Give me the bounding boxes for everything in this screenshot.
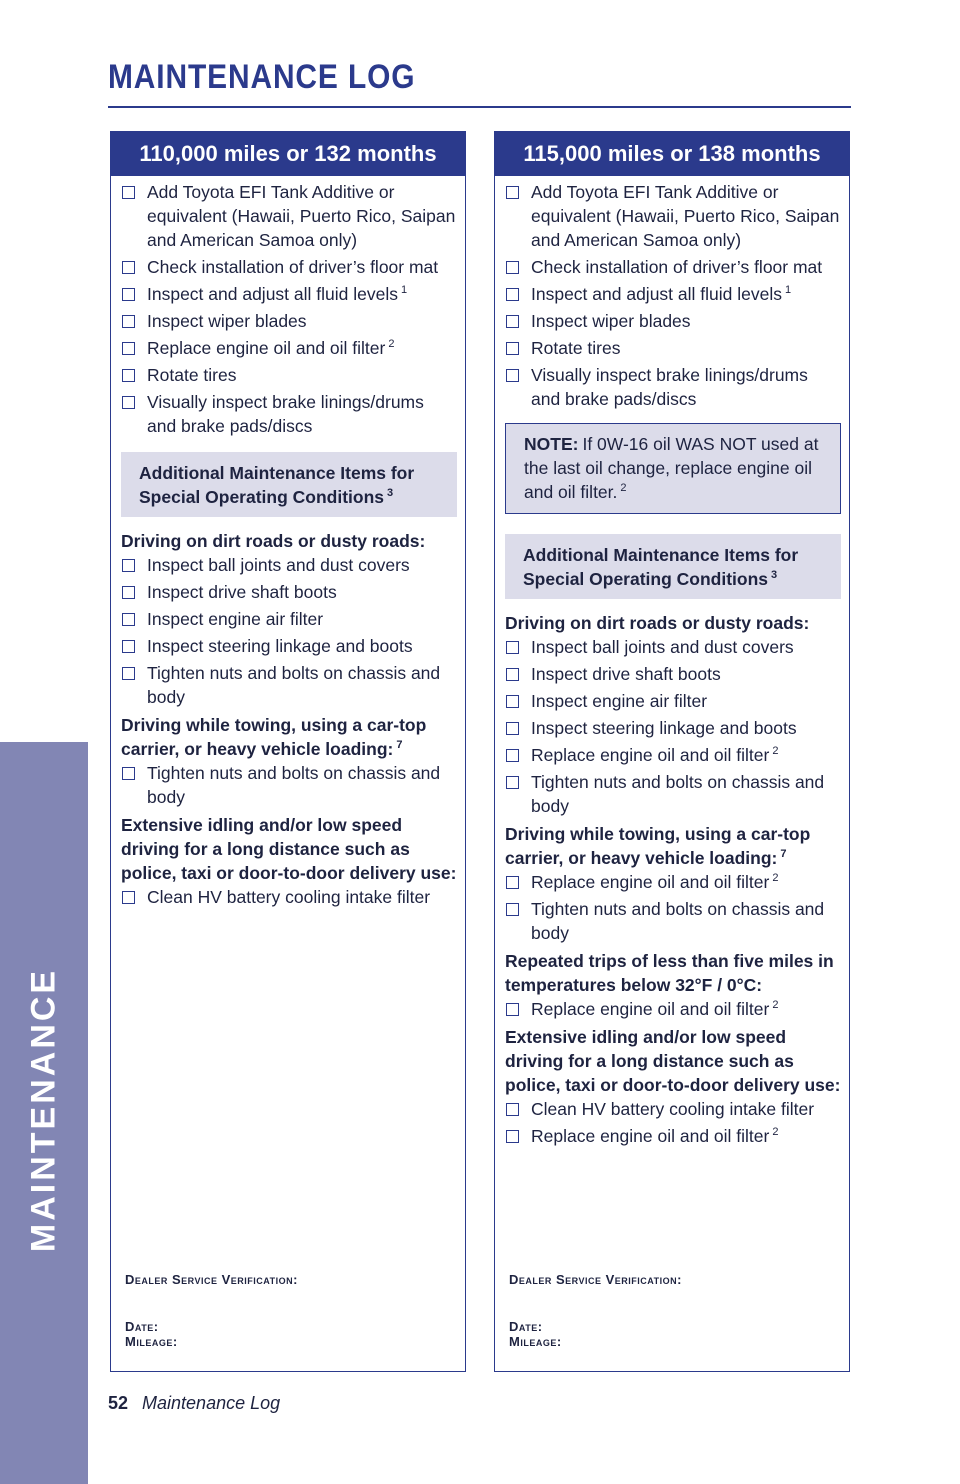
checklist-item bbox=[505, 282, 841, 306]
condition-heading-text: Driving while towing, using a car-top carrier, or heavy vehicle loading: bbox=[505, 824, 811, 868]
checklist-item-text bbox=[531, 635, 841, 659]
checklist-item-label: Replace engine oil and oil filter bbox=[147, 338, 386, 358]
checklist-item-label: Tighten nuts and bolts on chassis and body bbox=[531, 899, 825, 943]
checklist-item-text bbox=[531, 997, 841, 1021]
mileage-label: Mileage: bbox=[509, 1334, 562, 1349]
checklist-item bbox=[121, 363, 457, 387]
checklist-item-text bbox=[147, 282, 457, 306]
checklist-item bbox=[505, 635, 841, 659]
condition-heading bbox=[505, 1025, 841, 1097]
checklist-item-label: Add Toyota EFI Tank Additive or equivalent (Hawaii, Puerto Rico, Saipan and American Samoa only) bbox=[531, 182, 840, 250]
page-number: 52 bbox=[108, 1393, 129, 1413]
checkbox[interactable] bbox=[506, 695, 519, 708]
checklist-item bbox=[121, 661, 457, 709]
checkbox[interactable] bbox=[506, 1103, 519, 1116]
checklist-item-text bbox=[531, 716, 841, 740]
checklist-item-text bbox=[531, 1097, 841, 1121]
condition-heading bbox=[121, 713, 457, 761]
checklist-item-label: Inspect steering linkage and boots bbox=[147, 636, 413, 656]
condition-heading bbox=[121, 529, 457, 553]
checklist-item-label: Inspect drive shaft boots bbox=[147, 582, 337, 602]
date-label: Date: bbox=[125, 1319, 159, 1334]
checkbox[interactable] bbox=[122, 613, 135, 626]
dealer-verification-label: Dealer Service Verification: bbox=[125, 1272, 298, 1287]
checklist-item bbox=[505, 1124, 841, 1148]
title-divider bbox=[108, 106, 851, 108]
condition-heading-text: Driving while towing, using a car-top carrier, or heavy vehicle loading: bbox=[121, 715, 427, 759]
checkbox[interactable] bbox=[122, 767, 135, 780]
checkbox[interactable] bbox=[506, 1130, 519, 1143]
dealer-verification bbox=[509, 1272, 682, 1349]
footnote-ref: 1 bbox=[784, 284, 792, 297]
checklist-item-text bbox=[147, 885, 457, 909]
checklist-item bbox=[121, 255, 457, 279]
footnote-ref: 7 bbox=[780, 848, 787, 861]
condition-heading-text: Driving on dirt roads or dusty roads: bbox=[121, 531, 426, 551]
checklist-item bbox=[505, 180, 841, 252]
checklist-item bbox=[121, 761, 457, 809]
checkbox[interactable] bbox=[506, 903, 519, 916]
checkbox[interactable] bbox=[122, 186, 135, 199]
checklist-item-text bbox=[147, 336, 457, 360]
condition-group bbox=[121, 529, 457, 709]
checkbox[interactable] bbox=[506, 342, 519, 355]
checklist-item-label: Inspect drive shaft boots bbox=[531, 664, 721, 684]
checklist-item bbox=[505, 1097, 841, 1121]
checklist-item bbox=[505, 255, 841, 279]
checklist-item-label: Replace engine oil and oil filter bbox=[531, 999, 770, 1019]
interval-body bbox=[495, 176, 849, 1148]
interval-body bbox=[111, 176, 465, 909]
condition-heading bbox=[505, 822, 841, 870]
footnote-ref: 2 bbox=[772, 872, 779, 885]
checklist-item bbox=[505, 770, 841, 818]
checklist-item-label: Replace engine oil and oil filter bbox=[531, 872, 770, 892]
checklist-item-label: Rotate tires bbox=[531, 338, 621, 358]
special-conditions-box bbox=[505, 534, 841, 599]
checklist-item-label: Visually inspect brake linings/drums and brake pads/discs bbox=[147, 392, 424, 436]
checklist-item-text bbox=[147, 634, 457, 658]
checklist-item-label: Replace engine oil and oil filter bbox=[531, 1126, 770, 1146]
checklist-item bbox=[505, 897, 841, 945]
checklist-item-text bbox=[147, 390, 457, 438]
checklist-item bbox=[121, 390, 457, 438]
checkbox[interactable] bbox=[122, 396, 135, 409]
checklist-item-label: Inspect wiper blades bbox=[531, 311, 691, 331]
checklist-item bbox=[121, 634, 457, 658]
condition-heading-text: Repeated trips of less than five miles in temperatures below 32°F / 0°C: bbox=[505, 951, 834, 995]
note-label: NOTE: bbox=[524, 434, 579, 454]
checklist-item-text bbox=[147, 255, 457, 279]
checkbox[interactable] bbox=[506, 722, 519, 735]
footnote-ref: 2 bbox=[620, 482, 627, 495]
special-conditions-title: Additional Maintenance Items for Special Operating Conditions bbox=[523, 545, 799, 589]
checklist-item-text bbox=[531, 662, 841, 686]
checklist-item-text bbox=[531, 336, 841, 360]
condition-heading-text: Extensive idling and/or low speed driving for a long distance such as police, taxi or door-to-door delivery use: bbox=[121, 815, 457, 883]
checkbox[interactable] bbox=[506, 315, 519, 328]
condition-heading bbox=[505, 611, 841, 635]
condition-heading-text: Driving on dirt roads or dusty roads: bbox=[505, 613, 810, 633]
checklist-item bbox=[505, 997, 841, 1021]
checklist-item-label: Inspect wiper blades bbox=[147, 311, 307, 331]
footnote-ref: 3 bbox=[771, 569, 778, 582]
checklist-item-text bbox=[531, 180, 841, 252]
checklist-item-text bbox=[531, 897, 841, 945]
dealer-verification bbox=[125, 1272, 298, 1349]
footnote-ref: 2 bbox=[772, 745, 779, 758]
checklist-item-label: Visually inspect brake linings/drums and brake pads/discs bbox=[531, 365, 808, 409]
condition-group bbox=[505, 1025, 841, 1148]
checklist-item-text bbox=[531, 1124, 841, 1148]
condition-heading bbox=[121, 813, 457, 885]
special-conditions-title: Additional Maintenance Items for Special Operating Conditions bbox=[139, 463, 415, 507]
checklist-item-text bbox=[531, 363, 841, 411]
checklist-item-label: Clean HV battery cooling intake filter bbox=[531, 1099, 815, 1119]
checkbox[interactable] bbox=[506, 1003, 519, 1016]
checklist-item-text bbox=[147, 607, 457, 631]
checklist-item-text bbox=[147, 363, 457, 387]
dealer-verification-label: Dealer Service Verification: bbox=[509, 1272, 682, 1287]
checklist-item-label: Inspect and adjust all fluid levels bbox=[147, 284, 398, 304]
footnote-ref: 2 bbox=[772, 999, 779, 1012]
footnote-ref: 2 bbox=[772, 1126, 779, 1139]
condition-group bbox=[505, 949, 841, 1021]
checklist-item bbox=[505, 870, 841, 894]
condition-groups bbox=[121, 529, 457, 909]
checkbox[interactable] bbox=[122, 586, 135, 599]
page-footer bbox=[108, 1393, 280, 1414]
checklist-item-text bbox=[531, 743, 841, 767]
note-text: If 0W-16 oil WAS NOT used at the last oil change, replace engine oil and oil filter. bbox=[524, 434, 819, 502]
interval-header: 115,000 miles or 138 months bbox=[495, 132, 849, 176]
checklist-item bbox=[505, 336, 841, 360]
checklist-item bbox=[121, 336, 457, 360]
checkbox[interactable] bbox=[122, 559, 135, 572]
task-list bbox=[505, 180, 841, 411]
checklist-item-text bbox=[531, 255, 841, 279]
interval-column-110000 bbox=[110, 131, 466, 1372]
footnote-ref: 1 bbox=[400, 284, 408, 297]
checklist-item bbox=[121, 580, 457, 604]
checkbox[interactable] bbox=[506, 261, 519, 274]
footnote-ref: 2 bbox=[388, 338, 395, 351]
checklist-item-label: Replace engine oil and oil filter bbox=[531, 745, 770, 765]
condition-group bbox=[121, 813, 457, 909]
checkbox[interactable] bbox=[506, 186, 519, 199]
checklist-item-label: Inspect ball joints and dust covers bbox=[531, 637, 794, 657]
task-list bbox=[121, 180, 457, 438]
checklist-item bbox=[121, 180, 457, 252]
checkbox[interactable] bbox=[122, 315, 135, 328]
checkbox[interactable] bbox=[506, 876, 519, 889]
checklist-item-text bbox=[531, 282, 841, 306]
checklist-item-label: Inspect steering linkage and boots bbox=[531, 718, 797, 738]
checkbox[interactable] bbox=[122, 369, 135, 382]
checkbox[interactable] bbox=[122, 667, 135, 680]
checklist-item-label: Add Toyota EFI Tank Additive or equivalent (Hawaii, Puerto Rico, Saipan and American Samoa only) bbox=[147, 182, 456, 250]
checklist-item bbox=[121, 607, 457, 631]
checklist-item-label: Check installation of driver’s floor mat bbox=[147, 257, 439, 277]
oil-note-box bbox=[505, 423, 841, 514]
checklist-item-text bbox=[531, 309, 841, 333]
checklist-item bbox=[505, 689, 841, 713]
checkbox[interactable] bbox=[506, 641, 519, 654]
interval-header: 110,000 miles or 132 months bbox=[111, 132, 465, 176]
condition-heading bbox=[505, 949, 841, 997]
condition-group bbox=[505, 611, 841, 818]
checklist-item bbox=[505, 716, 841, 740]
checklist-item bbox=[121, 553, 457, 577]
checklist-item-label: Tighten nuts and bolts on chassis and body bbox=[147, 663, 441, 707]
checklist-item-label: Inspect engine air filter bbox=[147, 609, 324, 629]
date-label: Date: bbox=[509, 1319, 543, 1334]
checklist-item-label: Check installation of driver’s floor mat bbox=[531, 257, 823, 277]
checklist-item-text bbox=[147, 309, 457, 333]
checklist-item-label: Inspect ball joints and dust covers bbox=[147, 555, 410, 575]
checklist-item-label: Clean HV battery cooling intake filter bbox=[147, 887, 431, 907]
checkbox[interactable] bbox=[122, 342, 135, 355]
checklist-item bbox=[121, 282, 457, 306]
footnote-ref: 3 bbox=[387, 487, 394, 500]
checklist-item-text bbox=[147, 553, 457, 577]
checklist-item bbox=[505, 662, 841, 686]
checkbox[interactable] bbox=[122, 640, 135, 653]
checkbox[interactable] bbox=[506, 776, 519, 789]
side-tab-label: MAINTENANCE bbox=[24, 967, 63, 1253]
checkbox[interactable] bbox=[122, 288, 135, 301]
checklist-item-label: Rotate tires bbox=[147, 365, 237, 385]
checklist-item-text bbox=[147, 580, 457, 604]
checklist-item-label: Inspect and adjust all fluid levels bbox=[531, 284, 782, 304]
interval-column-115000 bbox=[494, 131, 850, 1372]
mileage-label: Mileage: bbox=[125, 1334, 178, 1349]
checklist-item-text bbox=[531, 770, 841, 818]
checklist-item bbox=[121, 309, 457, 333]
checklist-item-text bbox=[531, 689, 841, 713]
checkbox[interactable] bbox=[122, 891, 135, 904]
checkbox[interactable] bbox=[506, 668, 519, 681]
checklist-item-label: Inspect engine air filter bbox=[531, 691, 708, 711]
checklist-item-text bbox=[531, 870, 841, 894]
special-conditions-box bbox=[121, 452, 457, 517]
checkbox[interactable] bbox=[506, 369, 519, 382]
checklist-item bbox=[121, 885, 457, 909]
footnote-ref: 7 bbox=[396, 739, 403, 752]
page-title: MAINTENANCE LOG bbox=[108, 58, 416, 96]
checklist-item-label: Tighten nuts and bolts on chassis and body bbox=[147, 763, 441, 807]
condition-group bbox=[121, 713, 457, 809]
checklist-item bbox=[505, 743, 841, 767]
checklist-item-text bbox=[147, 661, 457, 709]
checklist-item bbox=[505, 309, 841, 333]
checkbox[interactable] bbox=[506, 288, 519, 301]
checklist-item-text bbox=[147, 180, 457, 252]
checklist-item-text bbox=[147, 761, 457, 809]
condition-group bbox=[505, 822, 841, 945]
checklist-item bbox=[505, 363, 841, 411]
checkbox[interactable] bbox=[122, 261, 135, 274]
checklist-item-label: Tighten nuts and bolts on chassis and body bbox=[531, 772, 825, 816]
checkbox[interactable] bbox=[506, 749, 519, 762]
footer-section-name: Maintenance Log bbox=[142, 1393, 281, 1413]
condition-groups bbox=[505, 611, 841, 1148]
condition-heading-text: Extensive idling and/or low speed driving for a long distance such as police, taxi or door-to-door delivery use: bbox=[505, 1027, 841, 1095]
